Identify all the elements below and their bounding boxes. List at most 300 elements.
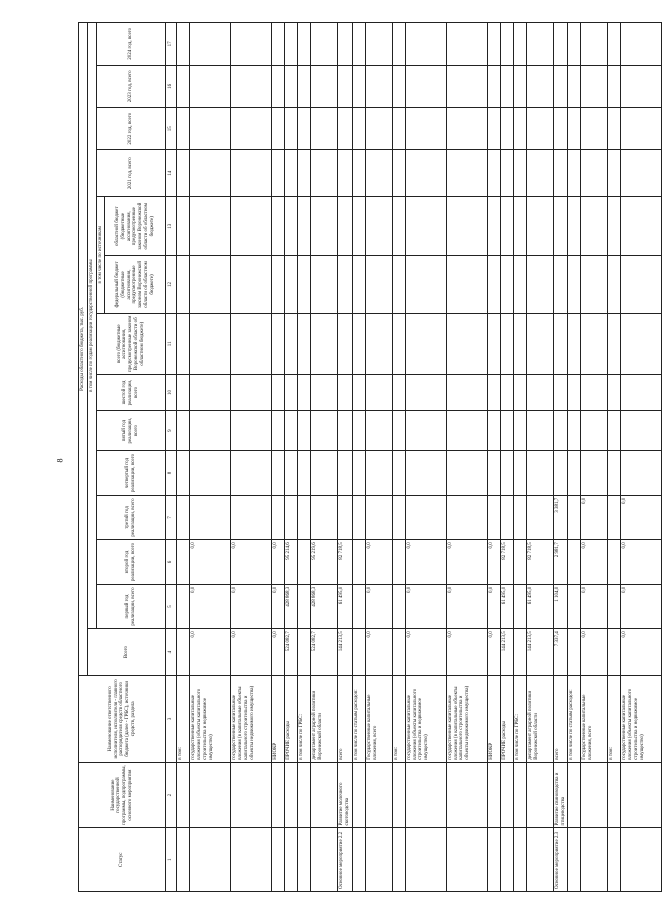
- value-cell: [272, 65, 285, 107]
- header-by-years: в том числе по годам реализации государственной программы: [87, 23, 96, 629]
- value-cell: 0,0: [272, 584, 285, 629]
- table-row: [311, 23, 338, 892]
- value-cell: 0,0: [446, 540, 487, 585]
- value-cell: [446, 256, 487, 313]
- status-cell: Основное мероприятие 2.2: [338, 828, 353, 892]
- row-label-cell: в том:: [177, 675, 190, 762]
- value-cell: 3 381,7: [553, 495, 568, 540]
- value-cell: [392, 313, 405, 374]
- header-y6-total: всего (бюджетные ассигнования, предусмотренные законом Воронежской области об областном бюджете): [96, 313, 166, 374]
- value-cell: [352, 540, 365, 585]
- row-label-cell: государственные капитальные вложения (в капитальные объекты капитального строительства и объекты недвижимого имущества): [446, 675, 487, 762]
- value-cell: [581, 313, 608, 374]
- value-cell: [338, 495, 353, 540]
- budget-table: [78, 22, 662, 892]
- value-cell: 0,0: [365, 629, 392, 676]
- row-label-cell: департамент аграрной политики Воронежской области: [526, 675, 553, 762]
- table-row: [392, 23, 405, 892]
- value-cell: [190, 375, 231, 411]
- value-cell: [405, 197, 446, 256]
- program-name-cell: [526, 762, 553, 828]
- value-cell: [272, 495, 285, 540]
- value-cell: 0,0: [405, 629, 446, 676]
- value-cell: [487, 197, 500, 256]
- value-cell: [500, 375, 513, 411]
- status-cell: [392, 828, 405, 892]
- value-cell: [311, 256, 338, 313]
- table-row: [177, 23, 190, 892]
- header-total: Всего: [87, 629, 166, 676]
- table-row: [608, 23, 621, 892]
- value-cell: [392, 584, 405, 629]
- value-cell: [446, 313, 487, 374]
- value-cell: [581, 23, 608, 66]
- value-cell: [352, 108, 365, 150]
- value-cell: [500, 256, 513, 313]
- value-cell: 0,0: [446, 584, 487, 629]
- header-year3: третий год реализации, всего: [96, 495, 166, 540]
- value-cell: [190, 65, 231, 107]
- header-expenses: Расходы областного бюджета, тыс. руб.: [79, 23, 88, 676]
- value-cell: [231, 495, 272, 540]
- row-label-cell: государственные капитальные вложения (в капитальные объекты капитального строительства и объекты недвижимого имущества): [231, 675, 272, 762]
- value-cell: [231, 108, 272, 150]
- value-cell: [365, 150, 392, 197]
- header-year6: шестой год реализации, всего: [96, 375, 166, 411]
- value-cell: [581, 150, 608, 197]
- value-cell: [608, 197, 621, 256]
- value-cell: [365, 23, 392, 66]
- header-y6-incl: в том числе по источникам: [96, 197, 105, 314]
- status-cell: [500, 828, 513, 892]
- value-cell: [298, 108, 311, 150]
- value-cell: 0,0: [621, 540, 662, 585]
- value-cell: [581, 451, 608, 496]
- index-cell: 12: [166, 256, 177, 313]
- value-cell: [298, 375, 311, 411]
- value-cell: [526, 197, 553, 256]
- status-cell: [526, 828, 553, 892]
- value-cell: [231, 411, 272, 451]
- value-cell: [487, 451, 500, 496]
- value-cell: 82 718,5: [500, 540, 513, 585]
- value-cell: 0,0: [446, 629, 487, 676]
- program-name-cell: [392, 762, 405, 828]
- value-cell: [311, 451, 338, 496]
- value-cell: [553, 197, 568, 256]
- value-cell: [392, 256, 405, 313]
- value-cell: [608, 451, 621, 496]
- status-cell: [285, 828, 298, 892]
- value-cell: [392, 23, 405, 66]
- value-cell: [177, 584, 190, 629]
- value-cell: [392, 197, 405, 256]
- row-label-cell: в том:: [608, 675, 621, 762]
- value-cell: [365, 65, 392, 107]
- value-cell: 95 214,6: [285, 540, 298, 585]
- value-cell: [513, 629, 526, 676]
- status-cell: [608, 828, 621, 892]
- program-name-cell: [177, 762, 190, 828]
- table-row: [352, 23, 365, 892]
- program-name-cell: [513, 762, 526, 828]
- value-cell: 95 219,6: [311, 540, 338, 585]
- table-row: [231, 23, 272, 892]
- index-cell: 5: [166, 584, 177, 629]
- value-cell: [487, 313, 500, 374]
- program-name-cell: [568, 762, 581, 828]
- value-cell: [568, 150, 581, 197]
- value-cell: [513, 375, 526, 411]
- page-number: 8: [55, 458, 65, 463]
- value-cell: [338, 256, 353, 313]
- table-row: [553, 23, 568, 892]
- value-cell: [526, 375, 553, 411]
- status-cell: [365, 828, 392, 892]
- value-cell: 144 213,5: [500, 629, 513, 676]
- value-cell: [338, 451, 353, 496]
- value-cell: [338, 375, 353, 411]
- value-cell: [608, 411, 621, 451]
- value-cell: [487, 23, 500, 66]
- header-year2: второй год реализации, всего: [96, 540, 166, 585]
- row-label-cell: Государственные капитальные вложения, всего: [365, 675, 392, 762]
- value-cell: [500, 495, 513, 540]
- value-cell: [568, 451, 581, 496]
- value-cell: 0,0: [487, 584, 500, 629]
- table-row: [568, 23, 581, 892]
- value-cell: 0,0: [190, 540, 231, 585]
- value-cell: [621, 375, 662, 411]
- value-cell: [272, 451, 285, 496]
- table-row: [405, 23, 446, 892]
- table-row: [446, 23, 487, 892]
- value-cell: [500, 23, 513, 66]
- row-label-cell: НИОКР: [487, 675, 500, 762]
- value-cell: [526, 256, 553, 313]
- value-cell: 0,0: [581, 540, 608, 585]
- program-name-cell: [190, 762, 231, 828]
- program-name-cell: [365, 762, 392, 828]
- value-cell: [500, 313, 513, 374]
- value-cell: [500, 65, 513, 107]
- value-cell: [272, 411, 285, 451]
- value-cell: [500, 108, 513, 150]
- value-cell: [568, 256, 581, 313]
- value-cell: [405, 150, 446, 197]
- value-cell: [553, 375, 568, 411]
- value-cell: [446, 23, 487, 66]
- value-cell: [285, 23, 298, 66]
- table-row: [513, 23, 526, 892]
- value-cell: [608, 495, 621, 540]
- program-name-cell: [446, 762, 487, 828]
- value-cell: [352, 65, 365, 107]
- value-cell: [365, 313, 392, 374]
- value-cell: [365, 495, 392, 540]
- value-cell: [568, 411, 581, 451]
- value-cell: [338, 65, 353, 107]
- status-cell: [298, 828, 311, 892]
- row-label-cell: в том числе по статьям расходов:: [352, 675, 365, 762]
- value-cell: [568, 629, 581, 676]
- value-cell: [272, 197, 285, 256]
- value-cell: [405, 108, 446, 150]
- header-y6-fed: федеральный бюджет (бюджетные ассигнования, предусмотренные законом Воронежской области об областном бюджете): [105, 256, 166, 313]
- index-cell: 9: [166, 411, 177, 451]
- value-cell: [285, 65, 298, 107]
- value-cell: [190, 197, 231, 256]
- value-cell: [446, 375, 487, 411]
- value-cell: [365, 197, 392, 256]
- value-cell: [608, 629, 621, 676]
- value-cell: [352, 584, 365, 629]
- value-cell: [608, 375, 621, 411]
- row-label-cell: государственные капитальные вложения (объекты капитального строительства и недвижимое имущество): [405, 675, 446, 762]
- header-y6-reg: областной бюджет (бюджетные ассигнования, предусмотренные законом Воронежской области об областном бюджете): [105, 197, 166, 256]
- value-cell: [568, 108, 581, 150]
- status-cell: [621, 828, 662, 892]
- program-name-cell: [608, 762, 621, 828]
- value-cell: [365, 108, 392, 150]
- value-cell: [553, 411, 568, 451]
- value-cell: [352, 411, 365, 451]
- row-label-cell: НИОКР: [272, 675, 285, 762]
- value-cell: [177, 495, 190, 540]
- value-cell: 144 213,5: [338, 629, 353, 676]
- index-cell: 6: [166, 540, 177, 585]
- value-cell: [177, 313, 190, 374]
- value-cell: [311, 495, 338, 540]
- value-cell: [608, 108, 621, 150]
- table-row: [500, 23, 513, 892]
- value-cell: [298, 411, 311, 451]
- header-year1: первый год реализации, всего: [96, 584, 166, 629]
- value-cell: 0,0: [487, 629, 500, 676]
- index-cell: 10: [166, 375, 177, 411]
- status-cell: [311, 828, 338, 892]
- value-cell: [392, 451, 405, 496]
- value-cell: [487, 256, 500, 313]
- value-cell: 0,0: [365, 584, 392, 629]
- value-cell: [581, 411, 608, 451]
- value-cell: 0,0: [621, 584, 662, 629]
- row-label-cell: Государственные капитальные вложения, всего: [581, 675, 608, 762]
- value-cell: [352, 629, 365, 676]
- value-cell: [285, 451, 298, 496]
- value-cell: [500, 451, 513, 496]
- status-cell: [446, 828, 487, 892]
- value-cell: [608, 256, 621, 313]
- table-row: [621, 23, 662, 892]
- header-executor: Наименование ответственного исполнителя, исполнителя - главного распорядителя средств областного бюджета (далее - ГРБС), источники средств, раздела: [79, 675, 166, 762]
- value-cell: [568, 495, 581, 540]
- value-cell: [513, 313, 526, 374]
- value-cell: [352, 150, 365, 197]
- value-cell: 0,0: [581, 629, 608, 676]
- value-cell: [405, 65, 446, 107]
- value-cell: [513, 197, 526, 256]
- value-cell: [177, 540, 190, 585]
- value-cell: [553, 65, 568, 107]
- status-cell: [487, 828, 500, 892]
- value-cell: [526, 411, 553, 451]
- value-cell: 0,0: [405, 540, 446, 585]
- value-cell: 82 718,5: [338, 540, 353, 585]
- value-cell: [298, 150, 311, 197]
- value-cell: [231, 23, 272, 66]
- value-cell: [405, 256, 446, 313]
- value-cell: [298, 451, 311, 496]
- value-cell: [621, 23, 662, 66]
- value-cell: [298, 65, 311, 107]
- value-cell: [272, 313, 285, 374]
- value-cell: [526, 150, 553, 197]
- index-cell: 8: [166, 451, 177, 496]
- row-label-cell: ПРОЧИЕ расходы: [500, 675, 513, 762]
- value-cell: [568, 23, 581, 66]
- index-cell: 13: [166, 197, 177, 256]
- value-cell: [338, 313, 353, 374]
- value-cell: 82 718,5: [526, 540, 553, 585]
- value-cell: 0,0: [581, 584, 608, 629]
- value-cell: 0,0: [487, 540, 500, 585]
- value-cell: [513, 23, 526, 66]
- program-name-cell: [285, 762, 298, 828]
- value-cell: [177, 23, 190, 66]
- value-cell: 0,0: [581, 495, 608, 540]
- value-cell: [487, 108, 500, 150]
- status-cell: Основное мероприятие 2.3: [553, 828, 568, 892]
- value-cell: [553, 23, 568, 66]
- index-cell: 3: [166, 675, 177, 762]
- value-cell: [621, 197, 662, 256]
- value-cell: [513, 411, 526, 451]
- value-cell: [231, 256, 272, 313]
- value-cell: [298, 495, 311, 540]
- value-cell: [338, 150, 353, 197]
- value-cell: [311, 108, 338, 150]
- header-2023: 2023 год, всего: [96, 65, 166, 107]
- value-cell: [352, 495, 365, 540]
- value-cell: [568, 375, 581, 411]
- value-cell: [285, 313, 298, 374]
- program-name-cell: [352, 762, 365, 828]
- value-cell: [231, 375, 272, 411]
- value-cell: 2 981,7: [553, 540, 568, 585]
- value-cell: [177, 629, 190, 676]
- value-cell: [526, 495, 553, 540]
- row-label-cell: департамент аграрной политики Воронежской области: [311, 675, 338, 762]
- row-label-cell: государственные капитальные вложения (объекты капитального строительства и недвижимое имущество): [190, 675, 231, 762]
- value-cell: [365, 411, 392, 451]
- value-cell: [352, 375, 365, 411]
- program-name-cell: Развитие молочного скотоводства: [338, 762, 353, 828]
- value-cell: [190, 495, 231, 540]
- value-cell: [338, 23, 353, 66]
- value-cell: [513, 150, 526, 197]
- value-cell: [392, 108, 405, 150]
- value-cell: [311, 411, 338, 451]
- index-cell: 17: [166, 23, 177, 66]
- value-cell: [352, 451, 365, 496]
- value-cell: [231, 451, 272, 496]
- value-cell: [190, 451, 231, 496]
- value-cell: [298, 197, 311, 256]
- row-label-cell: в том:: [392, 675, 405, 762]
- value-cell: [621, 411, 662, 451]
- value-cell: 0,0: [405, 584, 446, 629]
- row-label-cell: всего: [553, 675, 568, 762]
- value-cell: 7 337,4: [553, 629, 568, 676]
- value-cell: [231, 65, 272, 107]
- value-cell: [608, 584, 621, 629]
- value-cell: [405, 375, 446, 411]
- value-cell: [177, 451, 190, 496]
- value-cell: [352, 23, 365, 66]
- value-cell: [553, 150, 568, 197]
- value-cell: [177, 150, 190, 197]
- table-row: [526, 23, 553, 892]
- status-cell: [231, 828, 272, 892]
- value-cell: 1 104,0: [553, 584, 568, 629]
- program-name-cell: [500, 762, 513, 828]
- value-cell: [487, 495, 500, 540]
- value-cell: 0,0: [621, 495, 662, 540]
- value-cell: [446, 150, 487, 197]
- value-cell: [621, 150, 662, 197]
- index-cell: 15: [166, 108, 177, 150]
- table-row: [487, 23, 500, 892]
- value-cell: [500, 150, 513, 197]
- value-cell: [446, 451, 487, 496]
- value-cell: 61 495,0: [500, 584, 513, 629]
- value-cell: [298, 629, 311, 676]
- table-row: [285, 23, 298, 892]
- value-cell: [338, 108, 353, 150]
- value-cell: [608, 313, 621, 374]
- value-cell: [311, 375, 338, 411]
- value-cell: [338, 411, 353, 451]
- value-cell: [298, 23, 311, 66]
- value-cell: [621, 65, 662, 107]
- value-cell: [487, 411, 500, 451]
- value-cell: [190, 23, 231, 66]
- value-cell: [365, 451, 392, 496]
- value-cell: [553, 108, 568, 150]
- value-cell: [365, 375, 392, 411]
- row-label-cell: всего: [338, 675, 353, 762]
- value-cell: [405, 313, 446, 374]
- value-cell: 61 495,0: [338, 584, 353, 629]
- row-label-cell: в том числе по статьям расходов:: [568, 675, 581, 762]
- value-cell: [285, 495, 298, 540]
- value-cell: [392, 495, 405, 540]
- value-cell: [190, 108, 231, 150]
- value-cell: [272, 108, 285, 150]
- value-cell: [392, 150, 405, 197]
- value-cell: [568, 584, 581, 629]
- value-cell: [568, 197, 581, 256]
- value-cell: [526, 65, 553, 107]
- value-cell: [311, 313, 338, 374]
- program-name-cell: [231, 762, 272, 828]
- value-cell: [352, 197, 365, 256]
- value-cell: [608, 65, 621, 107]
- value-cell: [513, 451, 526, 496]
- value-cell: [446, 495, 487, 540]
- header-program-name: Наименование государственной программы, подпрограммы, основного мероприятия: [79, 762, 166, 828]
